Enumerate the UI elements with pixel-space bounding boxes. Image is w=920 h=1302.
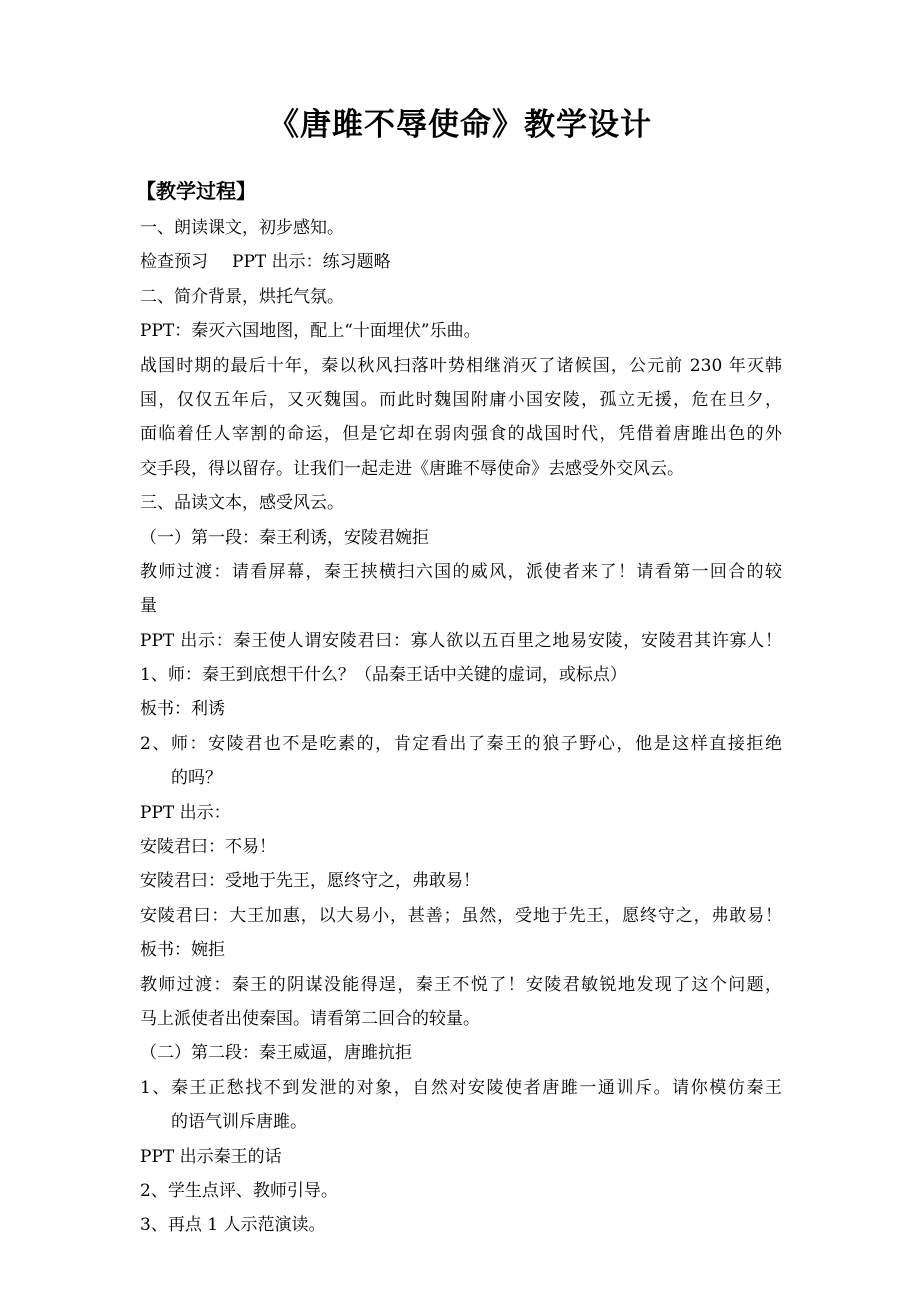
body-line: 量 [140, 596, 157, 617]
body-line: 安陵君曰：受地于先王，愿终守之，弗敢易！ [140, 871, 480, 892]
body-line: 教师过渡：请看屏幕，秦王挟横扫六国的威风，派使者来了！请看第一回合的较 [140, 561, 782, 582]
body-line: 1、秦王正愁找不到发泄的对象，自然对安陵使者唐雎一通训斥。请你模仿秦王 [140, 1077, 782, 1098]
body-line: 面临着任人宰割的命运，但是它却在弱肉强食的战国时代，凭借着唐雎出色的外 [140, 424, 782, 445]
document-title: 《唐雎不辱使命》教学设计 [268, 107, 652, 143]
body-line: PPT 出示： [140, 802, 231, 823]
body-line-part: 检查预习 [140, 252, 208, 273]
body-line [140, 245, 782, 279]
document-body [140, 211, 782, 1243]
body-line-part: PPT 出示：练习题略 [232, 252, 391, 273]
section-heading: 【教学过程】 [136, 179, 256, 203]
body-line: PPT 出示秦王的话 [140, 1146, 282, 1167]
body-line: 板书：婉拒 [140, 940, 225, 961]
body-line: （一）第一段：秦王利诱，安陵君婉拒 [140, 527, 429, 548]
body-line: （二）第二段：秦王威逼，唐雎抗拒 [140, 1043, 412, 1064]
body-line: PPT：秦灭六国地图，配上“十面埋伏”乐曲。 [140, 321, 481, 342]
body-line: 教师过渡：秦王的阴谋没能得逞，秦王不悦了！安陵君敏锐地发现了这个问题， [140, 974, 782, 995]
body-line: 安陵君曰：大王加惠，以大易小，甚善；虽然，受地于先王，愿终守之，弗敢易！ [140, 905, 782, 926]
body-line: 的吗？ [171, 768, 222, 789]
body-line: 3、再点 1 人示范演读。 [140, 1215, 326, 1236]
body-line: 国，仅仅五年后，又灭魏国。而此时魏国附庸小国安陵，孤立无援，危在旦夕， [140, 389, 782, 410]
body-line: 一、朗读课文，初步感知。 [140, 218, 344, 238]
body-line: 三、品读文本，感受风云。 [140, 493, 344, 514]
body-line: 马上派使者出使秦国。请看第二回合的较量。 [140, 1008, 480, 1029]
body-line: 二、简介背景，烘托气氛。 [140, 286, 344, 307]
body-line: 板书：利诱 [140, 699, 225, 720]
body-line: 的语气训斥唐雎。 [171, 1112, 307, 1133]
body-line: 交手段，得以留存。让我们一起走进《唐雎不辱使命》去感受外交风云。 [140, 458, 684, 479]
body-line: PPT 出示：秦王使人谓安陵君曰：寡人欲以五百里之地易安陵，安陵君其许寡人！ [140, 630, 782, 651]
body-line: 安陵君曰：不易！ [140, 837, 276, 858]
body-line: 1、师：秦王到底想干什么？（品秦王话中关键的虚词，或标点） [140, 665, 627, 686]
body-line: 2、学生点评、教师引导。 [140, 1180, 338, 1201]
body-line: 2、师：安陵君也不是吃素的，肯定看出了秦王的狼子野心，他是这样直接拒绝 [140, 733, 782, 754]
body-line: 战国时期的最后十年，秦以秋风扫落叶势相继消灭了诸候国，公元前 230 年灭韩 [140, 355, 782, 376]
